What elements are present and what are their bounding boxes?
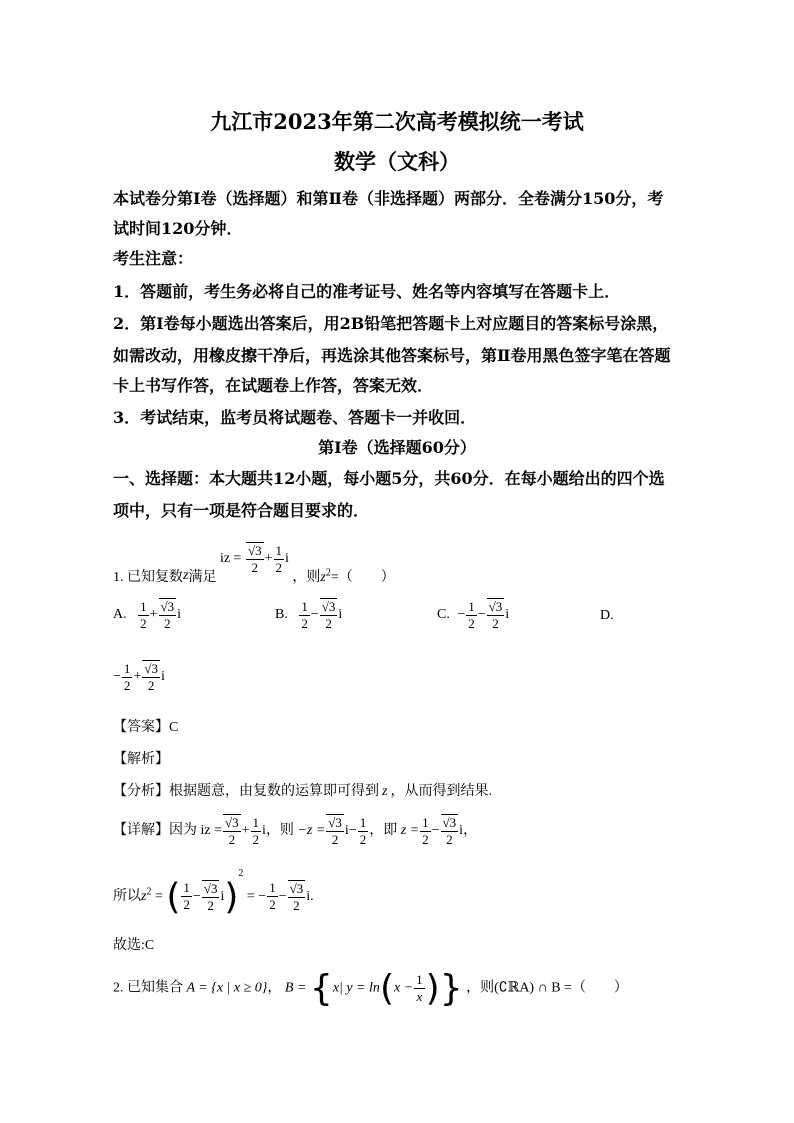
notice-item-2-line-2: 如需改动，用橡皮擦干净后，再选涂其他答案标号，第Ⅱ卷用黑色签字笔在答题 [113,346,671,365]
option-d-label[interactable]: D. [600,608,614,623]
option-a[interactable]: A. $\frac{1}{2}$ + $\frac{√3}{2}$ i [113,598,182,631]
analysis-detail: 【详解】因为 iz = $\frac{√3}{2}$ + $\frac{1}{2}$ i，则 −z = $\frac{√3}{2}$ i− $\frac{1}{2}$ ，即 z = $\frac{1}{2}$ − $\frac{√3}{2}$ i， [113,814,478,847]
intro-line-2: 试时间120分钟． [113,219,243,238]
option-c[interactable]: C. − $\frac{1}{2}$ − $\frac{√3}{2}$ i [437,598,510,631]
section-desc-line-2: 项中，只有一项是符合题目要求的． [113,501,370,520]
q1-equation: iz = $\frac{√3}{2}$ + $\frac{1}{2}$ i [219,542,289,575]
section-desc-line-1: 一、选择题：本大题共12小题，每小题5分，共60分．在每小题给出的四个选 [113,469,665,488]
question-2-stem: 2. 已知集合 A = {x | x ≥ 0}， B = {x| y = ln(x − $\frac{1}{x}$ )} ，则(∁ℝA) ∩ B =（ ） [113,968,628,1009]
notice-item-2-line-3: 卡上书写作答，在试题卷上作答，答案无效． [113,376,434,395]
notice-item-2-line-1: 2．第Ⅰ卷每小题选出答案后，用2B铅笔把答题卡上对应题目的答案标号涂黑， [113,314,669,333]
answer: 【答案】C [113,720,179,735]
analysis-so: 所以$z^2$ = ( $\frac{1}{2}$ − $\frac{√3}{2}$ i)$^2$ = − $\frac{1}{2}$ − $\frac{√3}{2}$ i. [113,868,314,918]
choice-result: 故选:C [113,938,155,953]
analysis-fenxi: 【分析】根据题意，由复数的运算即可得到 z ，从而得到结果. [113,784,492,799]
option-d[interactable]: − $\frac{1}{2}$ + $\frac{√3}{2}$ i [113,660,165,693]
question-1-stem: 1. 已知复数z满足 iz = $\frac{√3}{2}$ + $\frac{1}{2}$ i ，则$z^2=$（ ） [113,542,395,585]
section-title: 第Ⅰ卷（选择题60分） [318,438,476,457]
page-title: 九江市2023年第二次高考模拟统一考试 [210,109,584,134]
option-b[interactable]: B. $\frac{1}{2}$ − $\frac{√3}{2}$ i [275,598,343,631]
notice-item-3: 3．考试结束，监考员将试题卷、答题卡一并收回． [113,408,477,427]
notice-heading: 考生注意： [113,249,194,268]
page-subtitle: 数学（文科） [334,149,460,174]
notice-item-1: 1．答题前，考生务必将自己的准考证号、姓名等内容填写在答题卡上． [113,282,621,301]
intro-line-1: 本试卷分第Ⅰ卷（选择题）和第Ⅱ卷（非选择题）两部分．全卷满分150分，考 [113,189,664,208]
analysis-label: 【解析】 [113,752,169,767]
